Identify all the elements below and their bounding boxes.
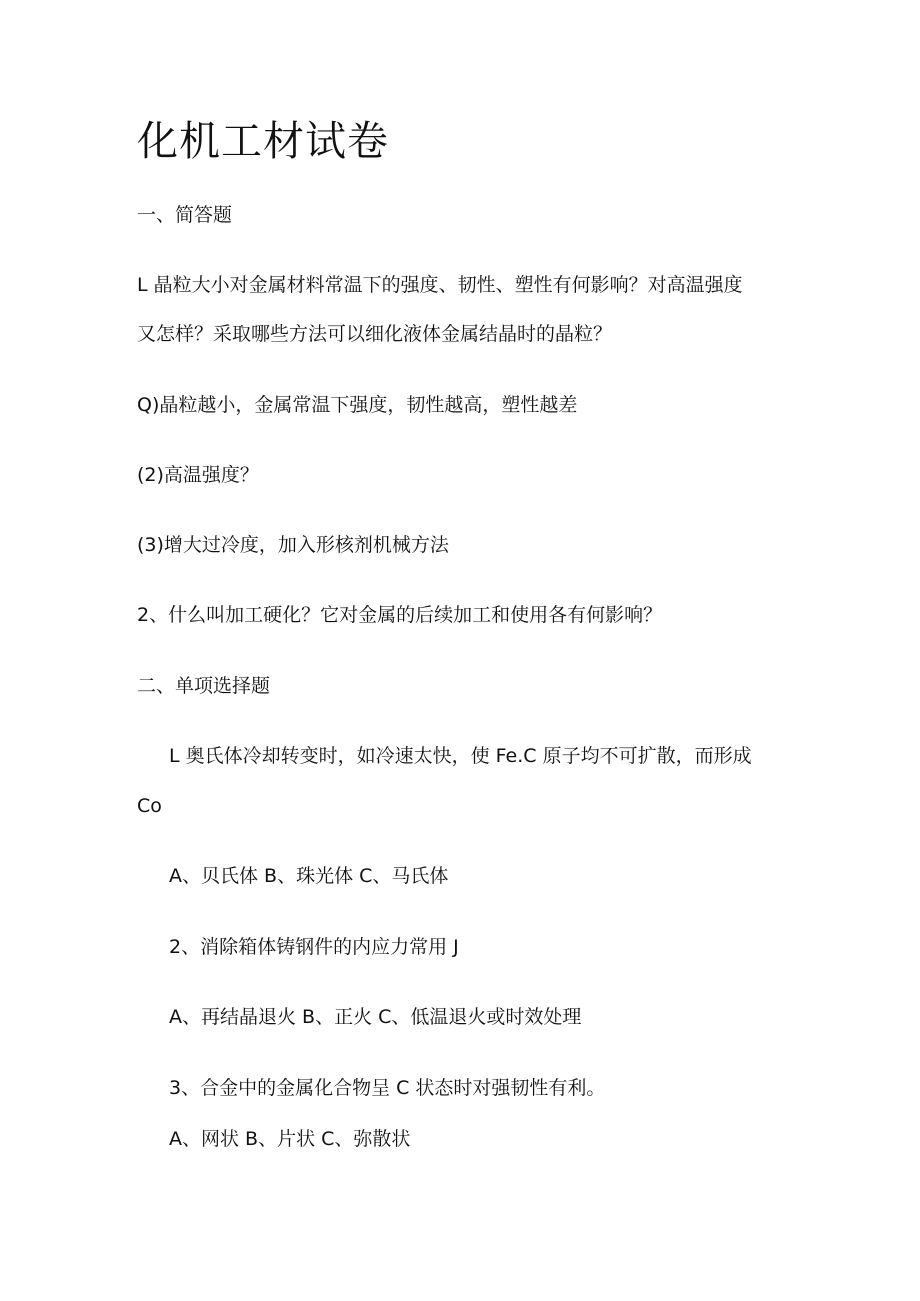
section-heading-single-choice: 二、单项选择题 — [137, 675, 271, 697]
choice-question-1-options: A、贝氏体 B、珠光体 C、马氏体 — [169, 865, 449, 887]
choice-question-3-options: A、网状 B、片状 C、弥散状 — [169, 1128, 411, 1150]
choice-question-2-options: A、再结晶退火 B、正火 C、低温退火或时效处理 — [169, 1006, 582, 1028]
question-2-text: 2、什么叫加工硬化？它对金属的后续加工和使用各有何影响？ — [137, 604, 663, 626]
choice-question-1-line-2: Co — [137, 795, 162, 817]
section-heading-short-answer: 一、简答题 — [137, 204, 233, 226]
answer-1-item-1: Q)晶粒越小，金属常温下强度，韧性越高，塑性越差 — [137, 394, 578, 416]
choice-question-2-text: 2、消除箱体铸钢件的内应力常用 J — [169, 936, 459, 958]
answer-1-item-2: (2)高温强度？ — [137, 464, 259, 486]
choice-question-3-text: 3、合金中的金属化合物呈 C 状态时对强韧性有利。 — [169, 1077, 606, 1099]
question-1-text-line-2: 又怎样？采取哪些方法可以细化液体金属结晶时的晶粒？ — [137, 323, 613, 345]
document-title: 化机工材试卷 — [137, 117, 389, 165]
choice-question-1-line-1: L 奥氏体冷却转变时，如冷速太快，使 Fe.C 原子均不可扩散，而形成 — [169, 745, 752, 767]
answer-1-item-3: (3)增大过冷度，加入形核剂机械方法 — [137, 534, 449, 556]
question-1-text-line-1: L 晶粒大小对金属材料常温下的强度、韧性、塑性有何影响？对高温强度 — [137, 274, 743, 296]
